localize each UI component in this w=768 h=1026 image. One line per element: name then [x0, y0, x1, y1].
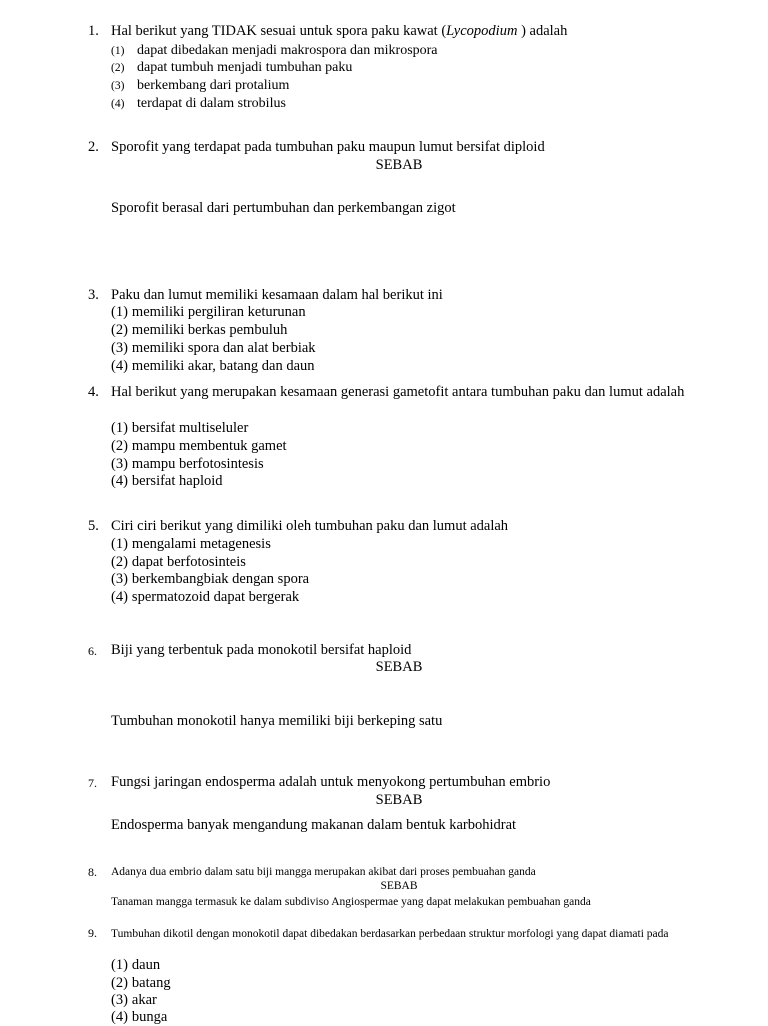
- question-text: Ciri ciri berikut yang dimiliki oleh tumbuhan paku dan lumut adalah: [111, 518, 509, 534]
- option-2: (2) mampu membentuk gamet: [111, 438, 287, 454]
- question-number: 8.: [88, 865, 97, 879]
- sebab-label: SEBAB: [375, 659, 423, 675]
- sebab-label: SEBAB: [380, 880, 418, 892]
- question-reason: Sporofit berasal dari pertumbuhan dan perkembangan zigot: [111, 200, 456, 216]
- question-number: 6.: [88, 644, 97, 658]
- option-3: (3) akar: [111, 992, 157, 1008]
- sebab-label: SEBAB: [375, 157, 423, 173]
- option-1: (1) memiliki pergiliran keturunan: [111, 304, 306, 320]
- question-number: 7.: [88, 776, 97, 790]
- question-statement: Biji yang terbentuk pada monokotil bersifat haploid: [111, 642, 412, 658]
- option-2: (2) dapat tumbuh menjadi tumbuhan paku: [111, 60, 353, 75]
- option-3: (3) berkembangbiak dengan spora: [111, 571, 310, 587]
- sebab-label: SEBAB: [375, 792, 423, 808]
- question-number: 1.: [88, 23, 99, 39]
- option-4: (4) memiliki akar, batang dan daun: [111, 358, 315, 374]
- question-number: 4.: [88, 384, 99, 400]
- option-3: (3) memiliki spora dan alat berbiak: [111, 340, 316, 356]
- option-4: (4) bunga: [111, 1009, 168, 1025]
- question-reason: Tanaman mangga termasuk ke dalam subdiviso Angiospermae yang dapat melakukan pembuahan ganda: [111, 896, 591, 908]
- species-name: Lycopodium: [446, 23, 518, 39]
- question-number: 5.: [88, 518, 99, 534]
- question-reason: Tumbuhan monokotil hanya memiliki biji berkeping satu: [111, 713, 443, 729]
- option-4: (4) spermatozoid dapat bergerak: [111, 589, 300, 605]
- option-2: (2) batang: [111, 975, 171, 991]
- question-statement: Sporofit yang terdapat pada tumbuhan paku maupun lumut bersifat diploid: [111, 139, 545, 155]
- question-number: 3.: [88, 287, 99, 303]
- question-statement: Fungsi jaringan endosperma adalah untuk menyokong pertumbuhan embrio: [111, 774, 551, 790]
- option-3: (3) mampu berfotosintesis: [111, 456, 264, 472]
- option-3: (3) berkembang dari protalium: [111, 78, 290, 93]
- question-statement: Adanya dua embrio dalam satu biji mangga merupakan akibat dari proses pembuahan ganda: [111, 866, 536, 878]
- option-2: (2) memiliki berkas pembuluh: [111, 322, 288, 338]
- option-4: (4) terdapat di dalam strobilus: [111, 96, 286, 111]
- question-text: Hal berikut yang merupakan kesamaan generasi gametofit antara tumbuhan paku dan lumut adalah: [111, 384, 685, 400]
- question-number: 2.: [88, 139, 99, 155]
- option-1: (1) daun: [111, 957, 161, 973]
- option-4: (4) bersifat haploid: [111, 473, 223, 489]
- option-1: (1) bersifat multiseluler: [111, 420, 249, 436]
- question-number: 9.: [88, 926, 97, 940]
- option-1: (1) mengalami metagenesis: [111, 536, 271, 552]
- option-1: (1) dapat dibedakan menjadi makrospora dan mikrospora: [111, 43, 438, 58]
- question-text: Tumbuhan dikotil dengan monokotil dapat dibedakan berdasarkan perbedaan struktur morfologi yang dapat diamati pada: [111, 928, 669, 940]
- question-text: Paku dan lumut memiliki kesamaan dalam hal berikut ini: [111, 287, 443, 303]
- question-text: Hal berikut yang TIDAK sesuai untuk spora paku kawat (Lycopodium ) adalah: [111, 23, 568, 39]
- option-2: (2) dapat berfotosinteis: [111, 554, 246, 570]
- question-reason: Endosperma banyak mengandung makanan dalam bentuk karbohidrat: [111, 817, 517, 833]
